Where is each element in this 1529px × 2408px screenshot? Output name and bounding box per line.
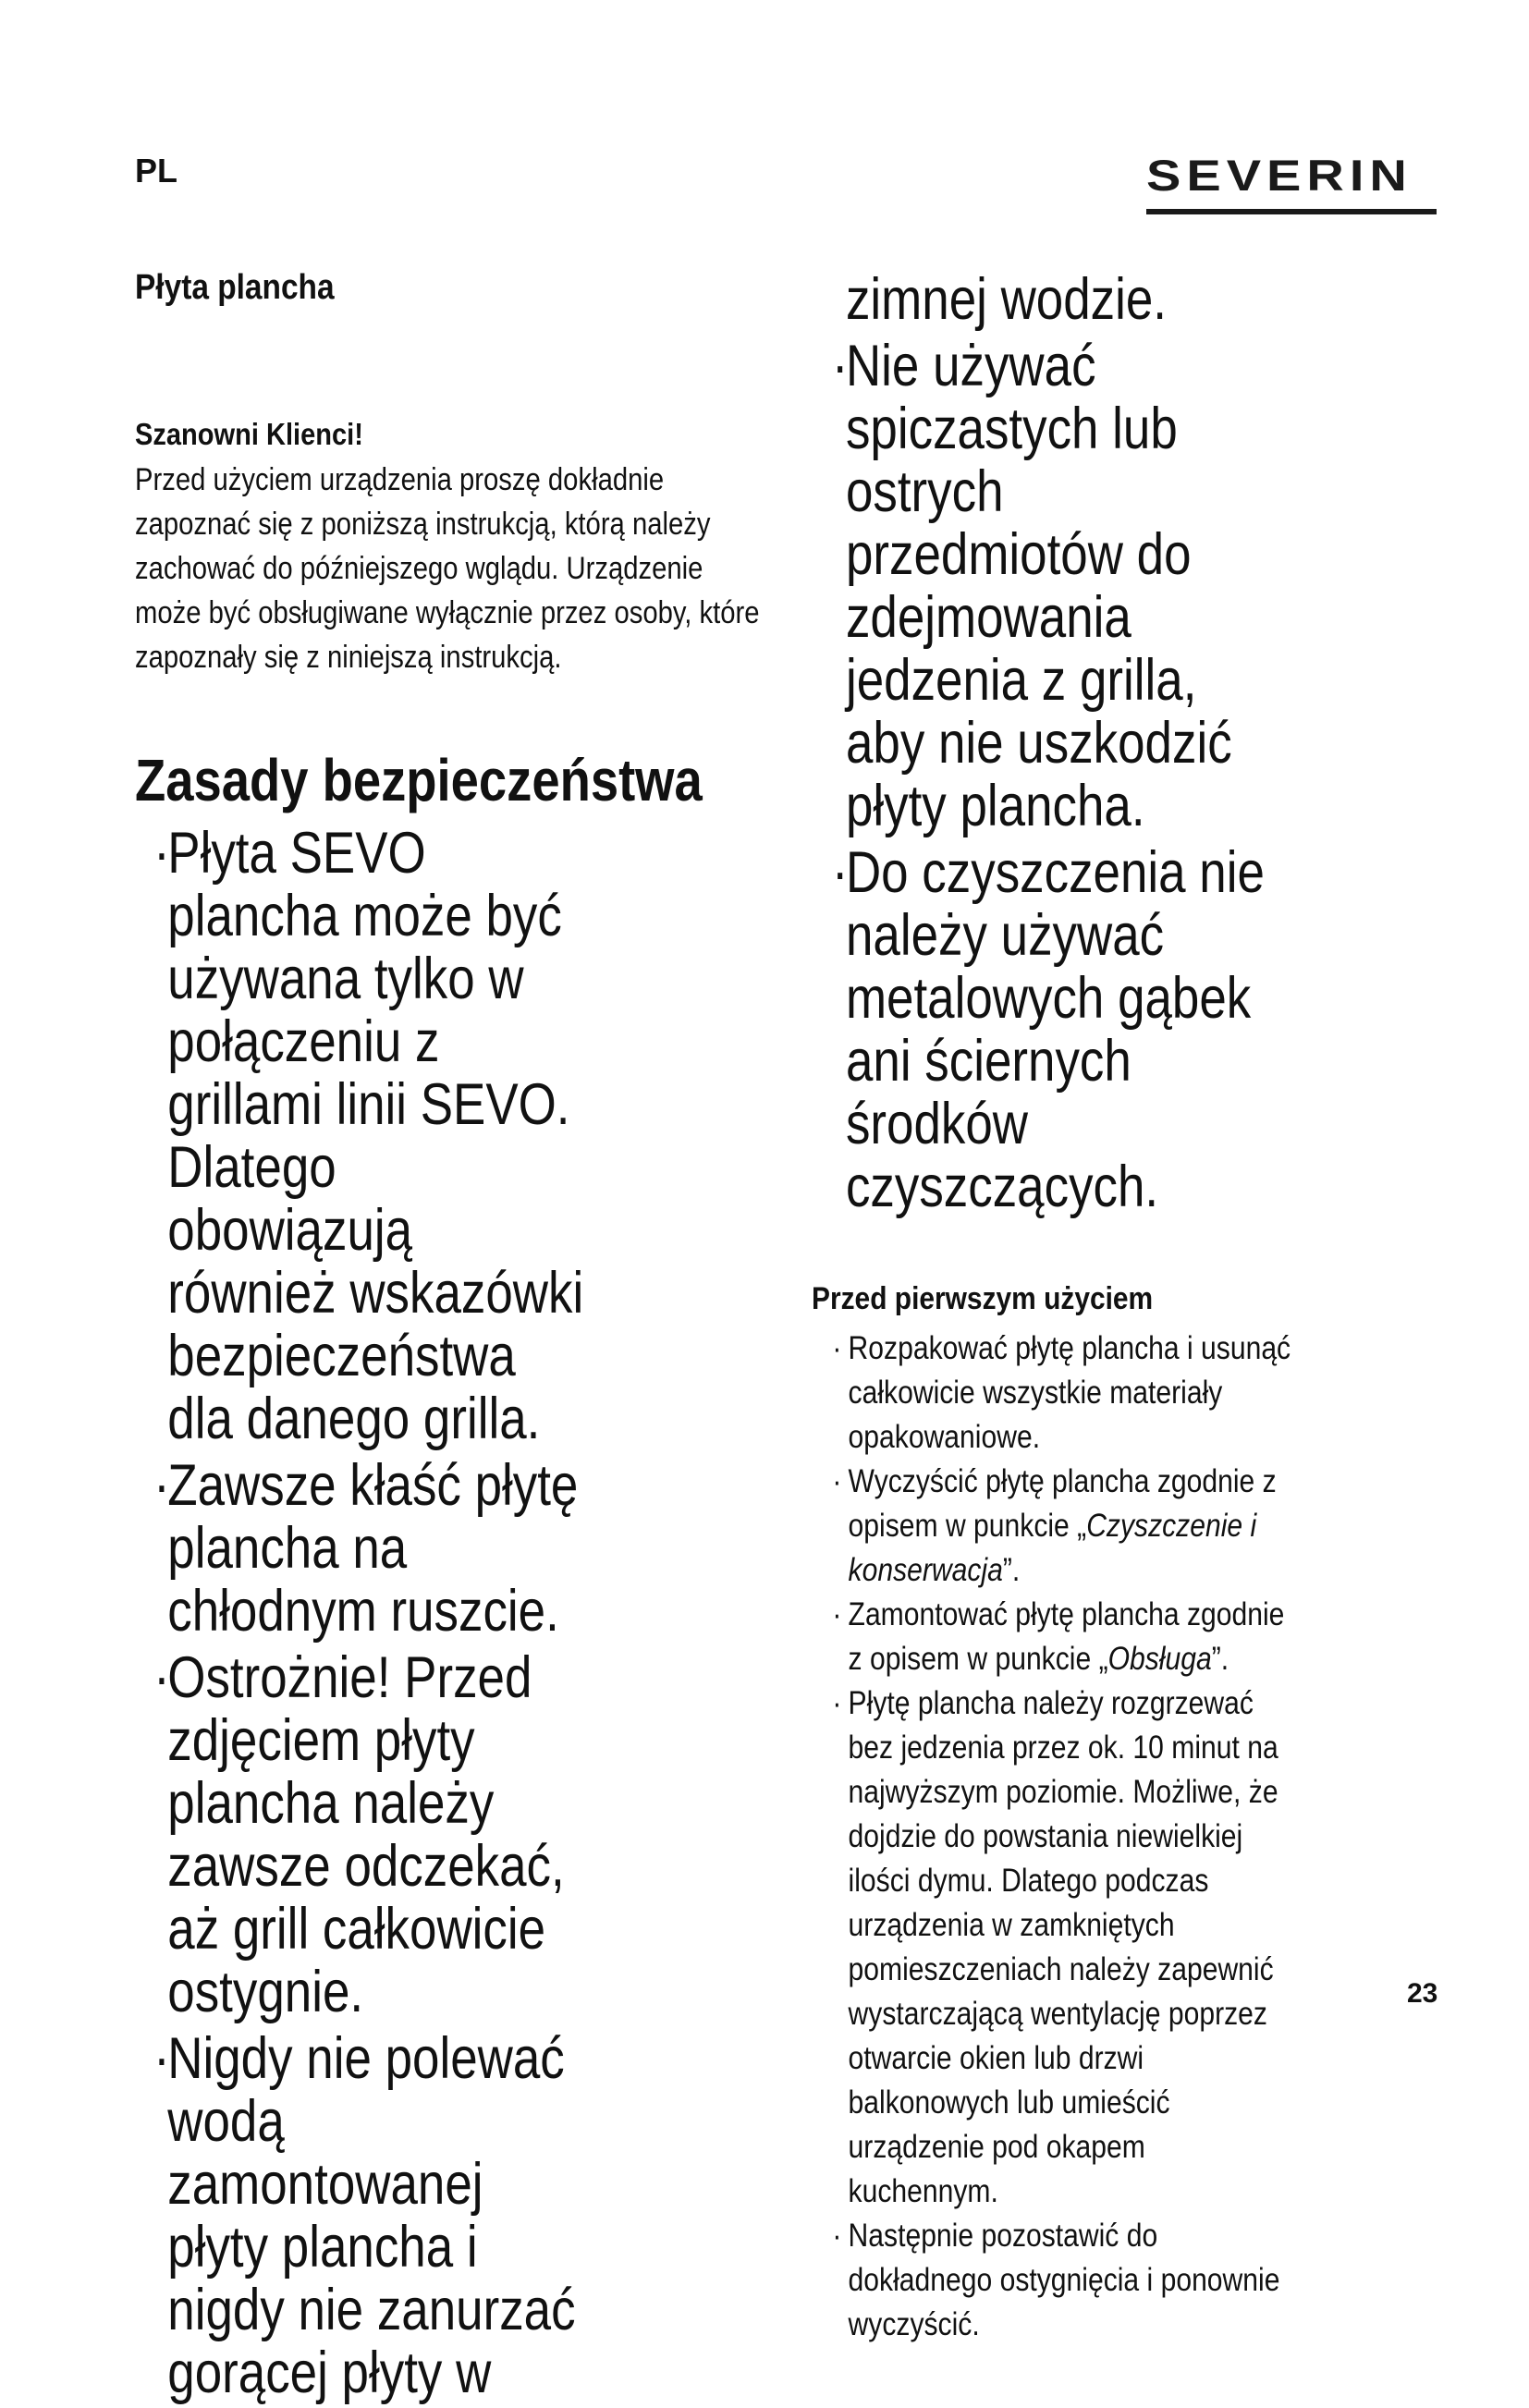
bullet-icon: ·: [831, 840, 849, 905]
list-item: [812, 1460, 1293, 1593]
bullet-icon: ·: [832, 1330, 842, 1366]
bullet-icon: ·: [832, 1596, 842, 1632]
safety-heading: Zasady bezpieczeństwa: [135, 747, 703, 813]
first-use-item-text: ”.: [1211, 1641, 1229, 1677]
first-use-item-text: Następnie pozostawić do dokładnego ostygnięcia i ponownie wyczyścić.: [848, 2218, 1280, 2342]
list-item: [135, 2027, 587, 2404]
list-item: [812, 335, 1280, 837]
intro-text: Przed użyciem urządzenia proszę dokładnie zapoznać się z poniższą instrukcją, którą należy zachować do późniejszego wglądu. Urządzenie może być obsługiwane wyłącznie przez osoby, które zapoznały się z niniejszą instrukcją.: [135, 462, 760, 675]
list-item: [812, 841, 1280, 1218]
safety-list: [135, 822, 782, 2404]
bullet-icon: ·: [153, 1453, 170, 1518]
first-use-item-text: Płytę plancha należy rozgrzewać bez jedzenia przez ok. 10 minut na najwyższym poziomie. Możliwe, że dojdzie do powstania niewielkiej ilości dymu. Dlatego podczas urządzenia w zamkniętych pomieszczeniach należy zapewnić wystarczającą wentylację poprzez otwarcie okien lub drzwi balkonowych lub umieścić urządzenie pod okapem kuchennym.: [848, 1685, 1278, 2209]
left-column: [135, 268, 782, 2408]
section-reference: Czyszczenie i konserwacja: [848, 1508, 1257, 1588]
product-title: Płyta plancha: [135, 268, 335, 307]
safety-item-text: Nie używać spiczastych lub ostrych przedmiotów do zdejmowania jedzenia z grilla, aby nie uszkodzić płyty plancha.: [845, 334, 1232, 838]
safety-list-continued: [812, 335, 1449, 1218]
brand-logo: [1146, 150, 1438, 214]
bullet-icon: ·: [153, 1645, 170, 1710]
safety-item-text: Do czyszczenia nie należy używać metalowych gąbek ani ściernych środków czyszczących.: [845, 840, 1265, 1219]
bullet-icon: ·: [831, 334, 849, 398]
safety-item-text: Ostrożnie! Przed zdjęciem płyty plancha należy zawsze odczekać, aż grill całkowicie ostygnie.: [167, 1645, 565, 2024]
safety-item-text: Nigdy nie polewać wodą zamontowanej płyty plancha i nigdy nie zanurzać gorącej płyty w: [167, 2026, 576, 2405]
brand-name: SEVERIN: [1146, 150, 1413, 201]
list-item: [135, 1454, 587, 1643]
greeting: Szanowni Klienci!: [135, 417, 363, 451]
list-item: [812, 1593, 1293, 1681]
list-item: [812, 1326, 1293, 1460]
first-use-item-text: Wyczyścić płytę plancha zgodnie z opisem w punkcie „: [848, 1463, 1277, 1544]
first-use-item-text: ”.: [1002, 1552, 1021, 1588]
page-number: 23: [1407, 1978, 1438, 2009]
list-item: [135, 822, 587, 1450]
bullet-icon: ·: [832, 1685, 842, 1721]
first-use-item-text: Zamontować płytę plancha zgodnie z opisem w punkcie „: [848, 1596, 1285, 1677]
first-use-heading: Przed pierwszym użyciem: [812, 1281, 1154, 1316]
safety-item-text: Płyta SEVO plancha może być używana tylko w połączeniu z grillami linii SEVO. Dlatego obowiązują również wskazówki bezpieczeństwa dla danego grilla.: [167, 821, 584, 1451]
section-reference: Obsługa: [1107, 1641, 1212, 1677]
list-item: [812, 2214, 1293, 2347]
bullet-icon: ·: [153, 2026, 170, 2091]
safety-item-text: Zawsze kłaść płytę plancha na chłodnym ruszcie.: [167, 1453, 579, 1644]
safety-item-continuation: zimnej wodzie.: [845, 267, 1168, 332]
bullet-icon: ·: [832, 2218, 842, 2254]
bullet-icon: ·: [153, 821, 170, 886]
first-use-list: [812, 1326, 1449, 2347]
list-item: [812, 1681, 1293, 2214]
bullet-icon: ·: [832, 1463, 842, 1499]
language-code: PL: [135, 152, 178, 189]
brand-underline: [1146, 209, 1437, 214]
right-column: [812, 268, 1449, 2347]
list-item: [135, 1646, 587, 2023]
first-use-item-text: Rozpakować płytę plancha i usunąć całkowicie wszystkie materiały opakowaniowe.: [848, 1330, 1291, 1455]
